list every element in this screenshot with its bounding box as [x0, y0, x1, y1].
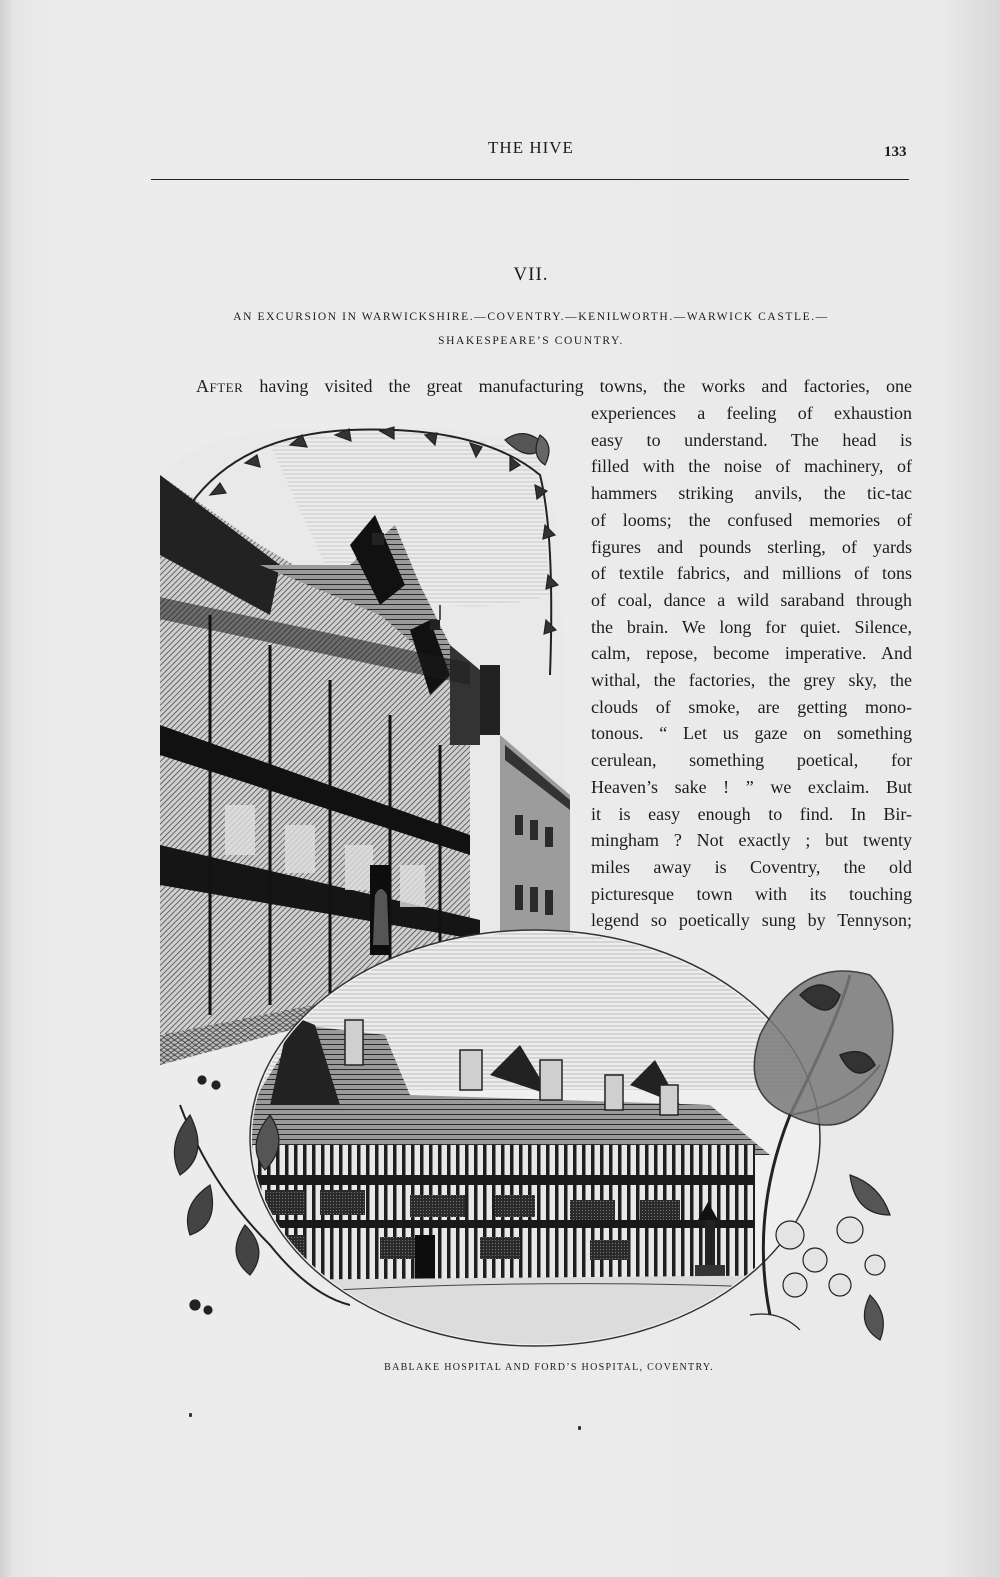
text-line: filled with the noise of machinery, of [591, 456, 912, 477]
chapter-subtitle-line-1: AN EXCURSION IN WARWICKSHIRE.—COVENTRY.—KENILWORTH.—WARWICK CASTLE.— [233, 311, 829, 323]
chapter-number: VII. [513, 264, 549, 285]
text-line: Heaven’s sake ! ” we exclaim. But [591, 776, 912, 797]
figure-caption: BABLAKE HOSPITAL AND FORD’S HOSPITAL, COVENTRY. [384, 1362, 714, 1373]
ink-speck [189, 1413, 192, 1417]
text-line: withal, the factories, the grey sky, the [591, 670, 912, 691]
text-line: the brain. We long for quiet. Silence, [591, 616, 912, 637]
first-line-text: having visited the great manufacturing towns, the works and factories, one [259, 376, 912, 396]
text-line: miles away is Coventry, the old [591, 856, 912, 877]
text-line: legend so poetically sung by Tennyson; [591, 910, 912, 931]
text-line: picturesque town with its touching [591, 883, 912, 904]
text-line: clouds of smoke, are getting mono- [591, 696, 912, 717]
text-line: figures and pounds sterling, of yards [591, 536, 912, 557]
hospital-vignette-picture [245, 930, 820, 1355]
lead-word: After [196, 376, 244, 396]
text-line: calm, repose, become imperative. And [591, 643, 912, 664]
running-title: THE HIVE [488, 138, 574, 157]
text-line: of looms; the confused memories of [591, 509, 912, 530]
engraved-illustration [150, 415, 910, 1365]
ink-speck [578, 1426, 581, 1430]
chapter-subtitle-line-2: SHAKESPEARE’S COUNTRY. [438, 335, 624, 347]
text-line: tonous. “ Let us gaze on something [591, 723, 912, 744]
text-line: easy to understand. The head is [591, 429, 912, 450]
text-line: cerulean, something poetical, for [591, 750, 912, 771]
first-text-line [196, 376, 912, 397]
text-line: experiences a feeling of exhaustion [591, 403, 912, 423]
page-number: 133 [884, 144, 907, 160]
text-line: of textile fabrics, and millions of tons [591, 563, 912, 584]
text-line: hammers striking anvils, the tic-tac [591, 483, 912, 504]
text-line: mingham ? Not exactly ; but twenty [591, 830, 912, 851]
text-line: it is easy enough to find. In Bir- [591, 803, 912, 824]
running-head [0, 138, 1000, 162]
header-rule [151, 179, 909, 180]
text-line: of coal, dance a wild saraband through [591, 589, 912, 610]
